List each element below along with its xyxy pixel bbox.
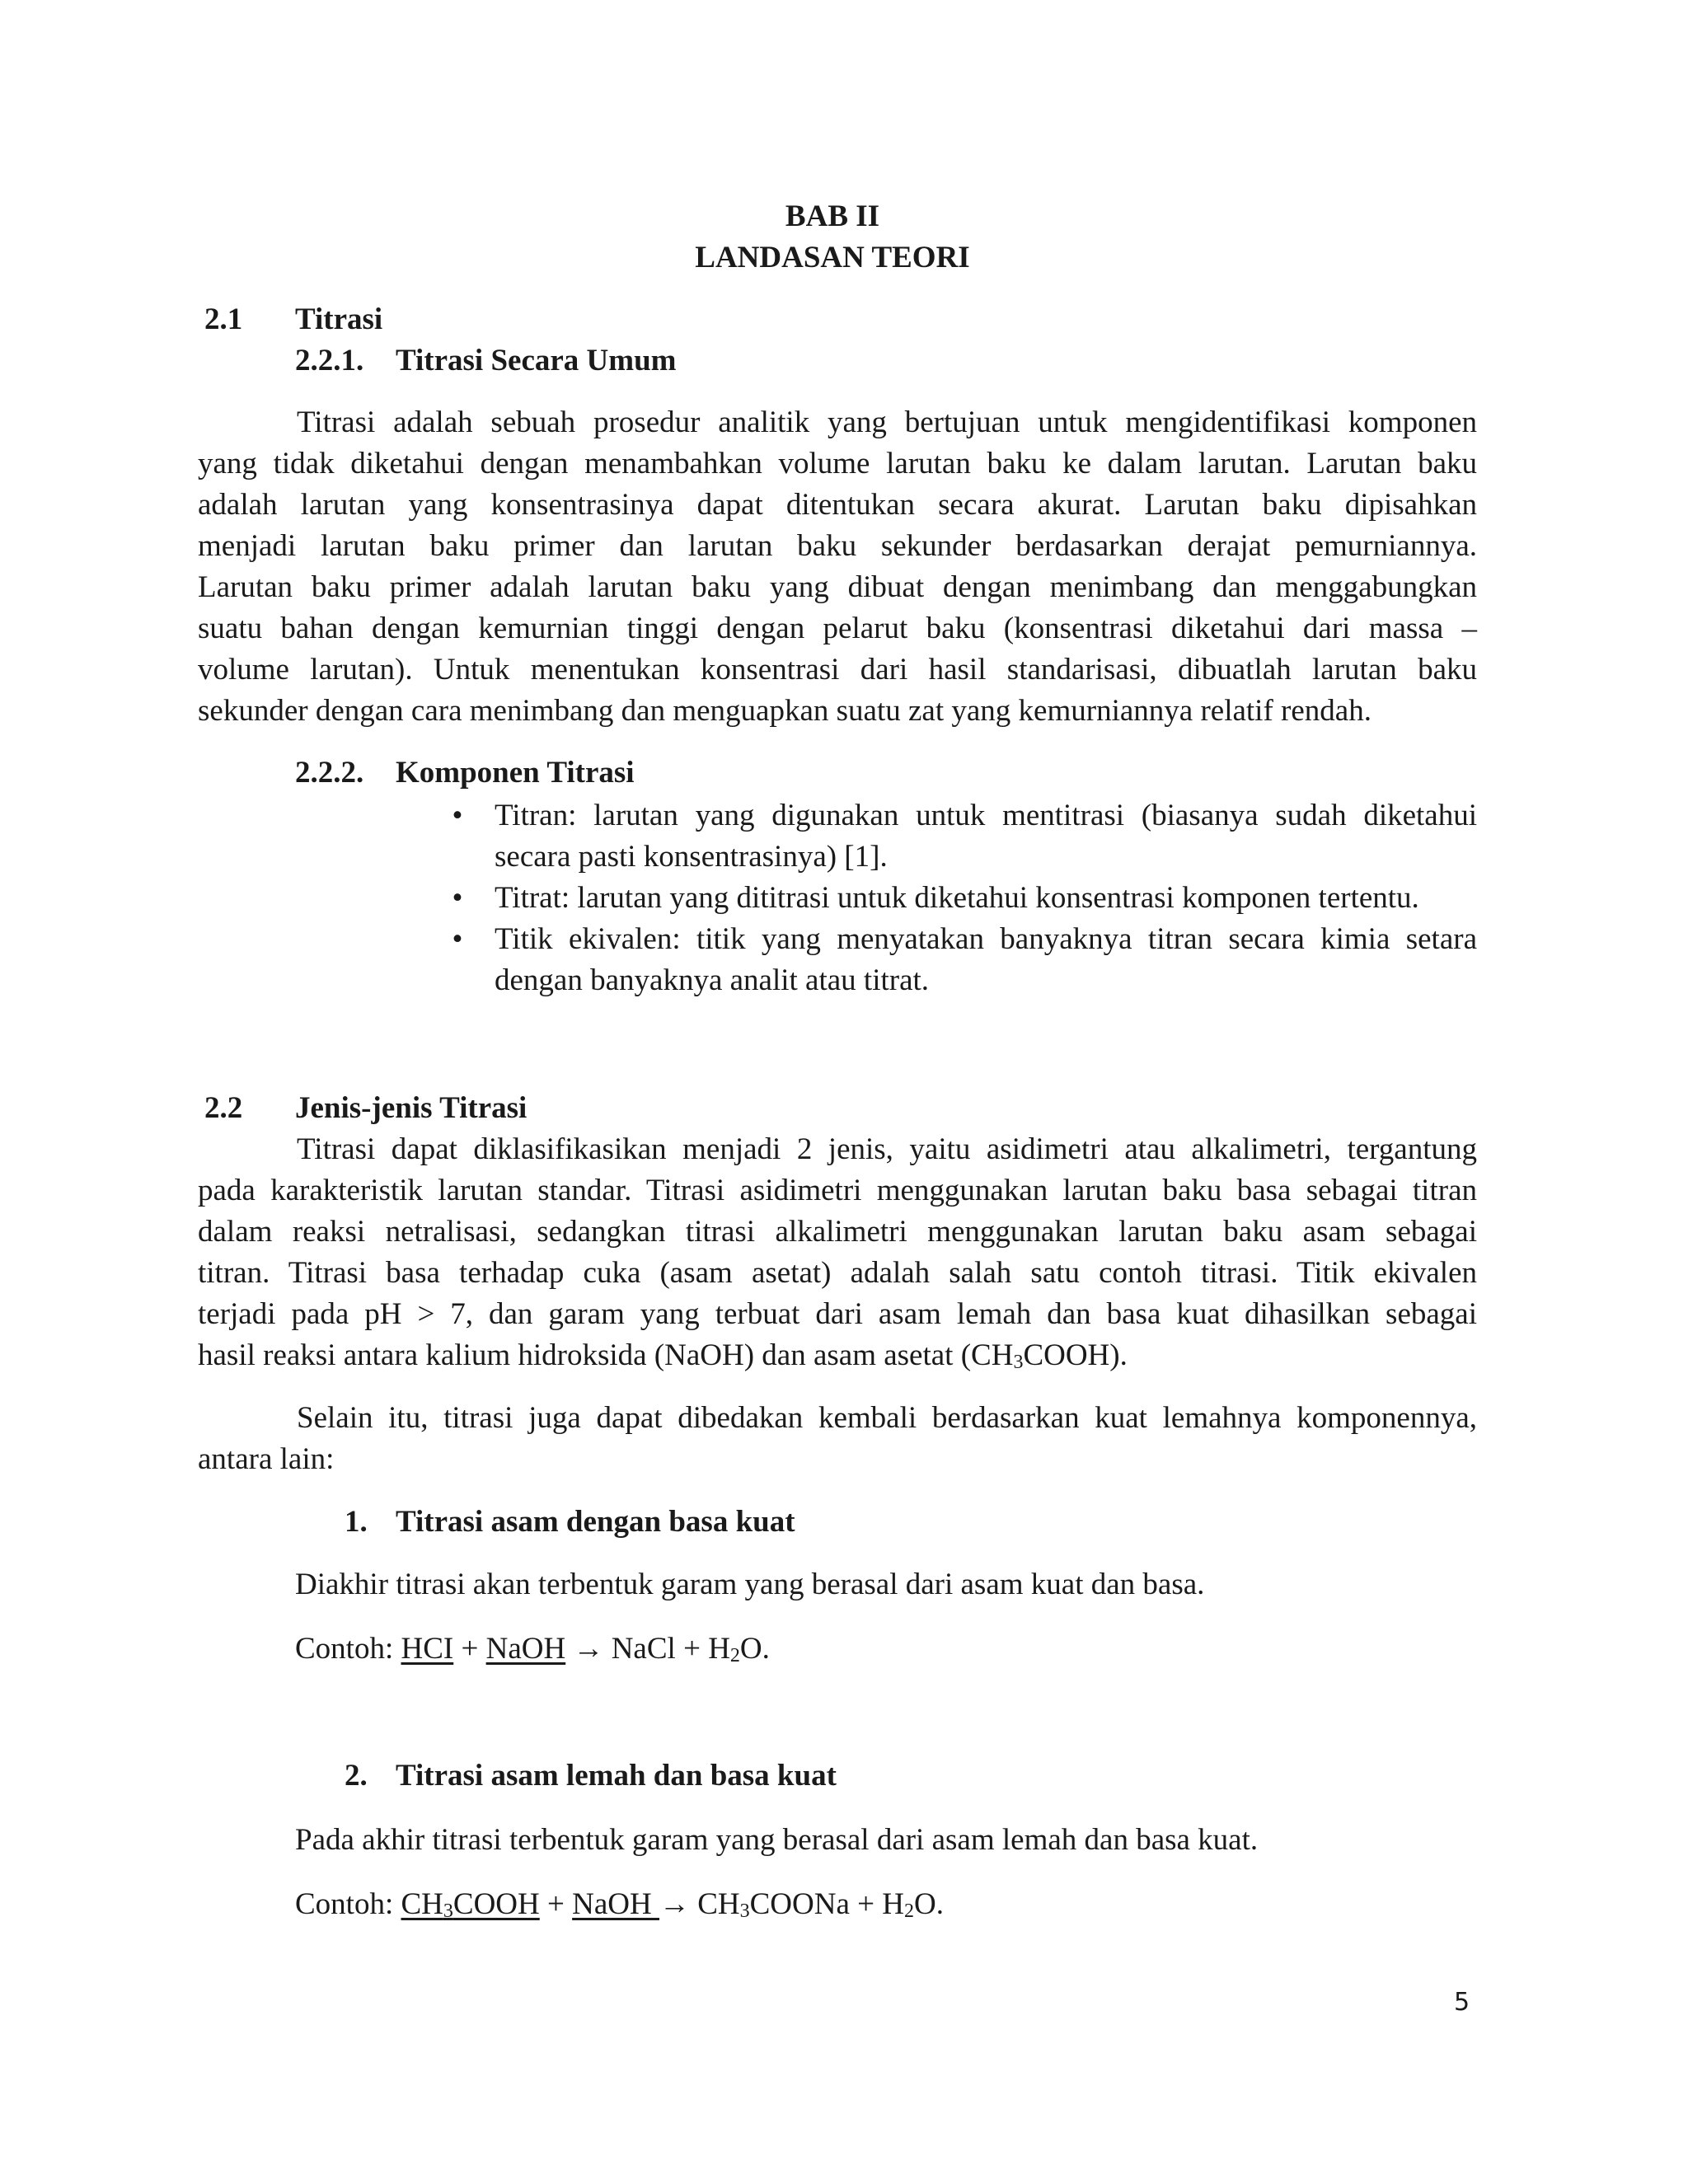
chapter-title: LANDASAN TEORI bbox=[695, 241, 970, 274]
subscript: 3 bbox=[443, 1900, 453, 1922]
paragraph-selain-itu bbox=[198, 1398, 1477, 1480]
subsection-2-2-1-number: 2.2.1. bbox=[295, 344, 364, 377]
plus-sign: + bbox=[849, 1887, 883, 1921]
plus-sign: + bbox=[675, 1632, 709, 1666]
paragraph-text: COOH). bbox=[1023, 1338, 1128, 1372]
example-label: Contoh: bbox=[295, 1887, 401, 1921]
list-item bbox=[445, 919, 1477, 1001]
paragraph-line: menjadi larutan baku primer dan larutan baku sekunder berdasarkan derajat pemurniannya. bbox=[198, 529, 1477, 563]
paragraph-line: pada karakteristik larutan standar. Titrasi asidimetri menggunakan larutan baku basa sebagai titran bbox=[198, 1174, 1477, 1207]
paragraph-line: titran. Titrasi basa terhadap cuka (asam asetat) adalah salah satu contoh titrasi. Titik ekivalen bbox=[198, 1256, 1477, 1290]
subscript: 2 bbox=[729, 1645, 740, 1666]
paragraph-jenis-titrasi bbox=[198, 1129, 1477, 1376]
paragraph-line: dalam reaksi netralisasi, sedangkan titrasi alkalimetri menggunakan larutan baku asam sebagai bbox=[198, 1215, 1477, 1249]
plus-sign: + bbox=[539, 1887, 573, 1921]
paragraph-line: Titrasi dapat diklasifikasikan menjadi 2 jenis, yaitu asidimetri atau alkalimetri, tergantung bbox=[297, 1132, 1477, 1166]
section-2-2-number: 2.2 bbox=[204, 1091, 243, 1125]
product-sodium-acetate bbox=[697, 1887, 850, 1921]
item-1-number: 1. bbox=[345, 1505, 368, 1539]
list-item-line: Titran: larutan yang digunakan untuk mentitrasi (biasanya sudah diketahui bbox=[495, 799, 1477, 832]
product-water bbox=[882, 1887, 944, 1921]
list-item bbox=[445, 795, 1477, 878]
item-2-example bbox=[295, 1884, 944, 1925]
arrow-icon: → bbox=[565, 1632, 612, 1666]
list-item bbox=[445, 878, 1477, 919]
reactant-naoh: NaOH bbox=[485, 1632, 566, 1666]
item-2-title: Titrasi asam lemah dan basa kuat bbox=[396, 1759, 837, 1793]
paragraph-line: adalah larutan yang konsentrasinya dapat ditentukan secara akurat. Larutan baku dipisahkan bbox=[198, 488, 1477, 522]
list-item-line: Titik ekivalen: titik yang menyatakan banyaknya titran secara kimia setara bbox=[495, 922, 1477, 956]
formula-part: H bbox=[708, 1632, 730, 1666]
reactant-naoh: NaOH bbox=[572, 1887, 659, 1921]
formula-part: O. bbox=[914, 1887, 944, 1921]
paragraph-line: suatu bahan dengan kemurnian tinggi dengan pelarut baku (konsentrasi diketahui dari massa – bbox=[198, 612, 1477, 645]
paragraph-line: terjadi pada pH > 7, dan garam yang terbuat dari asam lemah dan basa kuat dihasilkan sebagai bbox=[198, 1297, 1477, 1331]
formula-part: H bbox=[882, 1887, 904, 1921]
subsection-2-2-2-title: Komponen Titrasi bbox=[396, 756, 635, 790]
example-label: Contoh: bbox=[295, 1632, 401, 1666]
list-item-line: secara pasti konsentrasinya) [1]. bbox=[495, 840, 888, 874]
bullet-icon: • bbox=[452, 922, 463, 956]
reactant-acetic-acid bbox=[401, 1887, 540, 1921]
paragraph-line bbox=[198, 1335, 1477, 1376]
page-number: 5 bbox=[1454, 1988, 1470, 2017]
paragraph-line: Selain itu, titrasi juga dapat dibedakan kembali berdasarkan kuat lemahnya komponennya, bbox=[297, 1401, 1477, 1435]
arrow-icon: → bbox=[659, 1887, 698, 1921]
product-nacl: NaCl bbox=[611, 1632, 676, 1666]
list-item-line: Titrat: larutan yang dititrasi untuk diketahui konsentrasi komponen tertentu. bbox=[495, 881, 1419, 915]
chapter-number: BAB II bbox=[785, 199, 880, 233]
paragraph-line: Larutan baku primer adalah larutan baku yang dibuat dengan menimbang dan menggabungkan bbox=[198, 570, 1477, 604]
list-item-line: dengan banyaknya analit atau titrat. bbox=[495, 963, 930, 997]
formula-part: COONa bbox=[749, 1887, 850, 1921]
paragraph-titrasi-umum bbox=[198, 402, 1477, 732]
paragraph-line: antara lain: bbox=[198, 1442, 335, 1476]
bullet-icon: • bbox=[452, 881, 463, 915]
plus-sign: + bbox=[453, 1632, 486, 1666]
subscript: 3 bbox=[739, 1900, 750, 1922]
item-2-description: Pada akhir titrasi terbentuk garam yang berasal dari asam lemah dan basa kuat. bbox=[295, 1823, 1259, 1857]
item-2-number: 2. bbox=[345, 1759, 368, 1793]
item-1-description: Diakhir titrasi akan terbentuk garam yang berasal dari asam kuat dan basa. bbox=[295, 1568, 1205, 1601]
bullet-icon: • bbox=[452, 799, 463, 832]
paragraph-line: Titrasi adalah sebuah prosedur analitik yang bertujuan untuk mengidentifikasi komponen bbox=[297, 405, 1477, 439]
subsection-2-2-1-title: Titrasi Secara Umum bbox=[396, 344, 677, 377]
item-1-title: Titrasi asam dengan basa kuat bbox=[396, 1505, 795, 1539]
formula-part: O. bbox=[739, 1632, 770, 1666]
paragraph-line: yang tidak diketahui dengan menambahkan volume larutan baku ke dalam larutan. Larutan baku bbox=[198, 447, 1477, 480]
subscript: 3 bbox=[1013, 1352, 1024, 1373]
product-water bbox=[708, 1632, 770, 1666]
reactant-hcl: HCI bbox=[401, 1632, 454, 1666]
paragraph-line: volume larutan). Untuk menentukan konsentrasi dari hasil standarisasi, dibuatlah larutan baku bbox=[198, 653, 1477, 687]
formula-part: CH bbox=[401, 1887, 443, 1921]
subsection-2-2-2-number: 2.2.2. bbox=[295, 756, 364, 790]
item-1-example bbox=[295, 1629, 770, 1670]
section-2-1-number: 2.1 bbox=[204, 302, 243, 336]
paragraph-text: hasil reaksi antara kalium hidroksida (NaOH) dan asam asetat (CH bbox=[198, 1338, 1014, 1372]
component-list bbox=[445, 795, 1477, 1001]
section-2-1-title: Titrasi bbox=[295, 302, 383, 336]
paragraph-line: sekunder dengan cara menimbang dan menguapkan suatu zat yang kemurniannya relatif rendah. bbox=[198, 694, 1372, 728]
formula-part: CH bbox=[697, 1887, 740, 1921]
subscript: 2 bbox=[904, 1900, 914, 1922]
section-2-2-title: Jenis-jenis Titrasi bbox=[295, 1091, 528, 1125]
formula-part: COOH bbox=[452, 1887, 540, 1921]
